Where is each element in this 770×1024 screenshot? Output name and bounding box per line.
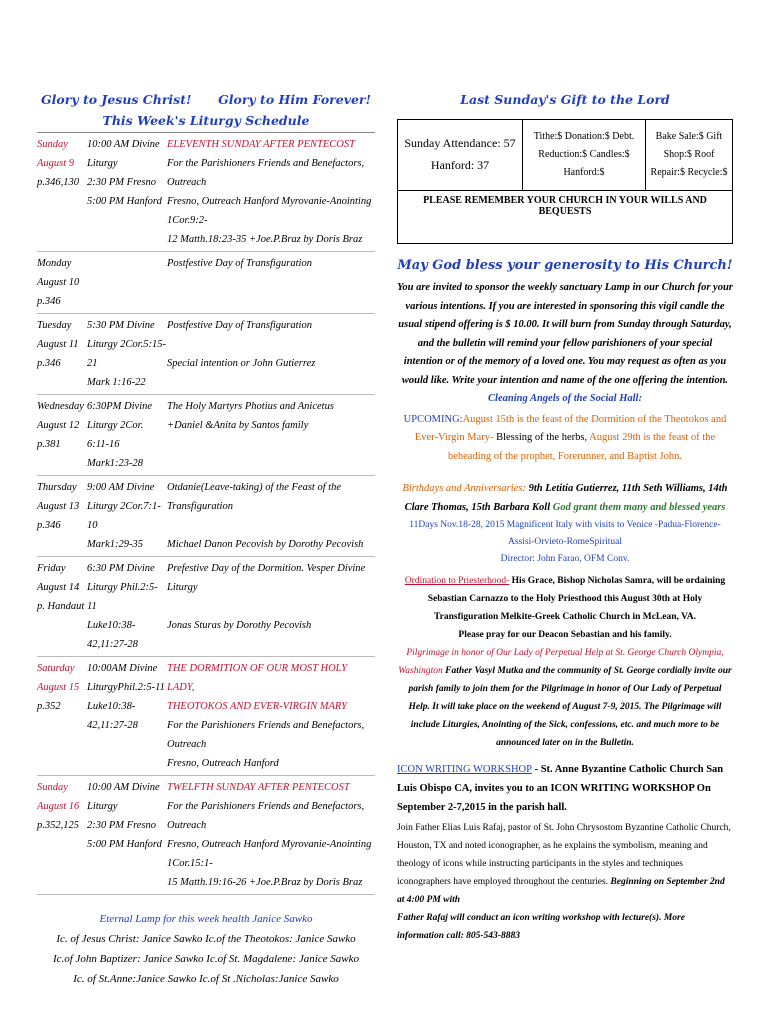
schedule-line: For the Parishioners Friends and Benefactors, Outreach [167,720,365,750]
icon-workshop-head: - St. Anne Byzantine Catholic Church San Luis Obispo CA, invites you to an ICON WRITING WORKSHOP On September 2-7,2015 in the parish hall. [397,764,724,813]
schedule-c3 [167,316,375,392]
schedule-line: 5:00 PM Hanford [87,196,162,207]
schedule-line [167,516,375,535]
schedule-c1 [37,135,87,249]
schedule-c1 [37,778,87,892]
glory-header [37,92,375,107]
schedule-line: Prefestive Day of the Dormition. Vesper Divine Liturgy [167,563,366,593]
schedule-c1 [37,316,87,392]
schedule-line: Mark1:29-35 [87,539,143,550]
schedule-line: p.352 [37,701,61,712]
schedule-line: August 16 [37,801,80,812]
schedule-line [167,335,375,354]
gift-table [397,119,733,191]
remember-notice: PLEASE REMEMBER YOUR CHURCH IN YOUR WILLS AND BEQUESTS [397,191,733,244]
schedule-line: Luke10:38-42,11:27-28 [87,701,138,731]
tithe-cell [523,120,646,190]
left-column [37,92,375,989]
glory-him: Glory to Him Forever! [218,92,371,107]
schedule-line: Postfestive Day of Transfiguration [167,258,312,269]
schedule-line: Mark1:23-28 [87,458,143,469]
hanford-attendance: Hanford: 37 [430,158,490,172]
schedule-c2 [87,135,167,249]
schedule-line: Fresno, Outreach Hanford Myrovanie-Anointing 1Cor.9:2- [167,196,372,226]
icon-workshop-text: Join Father Elias Luis Rafaj, pastor of St. John Chrysostom Byzantine Catholic Church, Houston, TX and noted iconographer, as he explains the symbolism, meaning and theology of icons while instructing participants in the styles and techniques iconographers have employed throughout the centuries. [397,823,731,887]
schedule-line: LiturgyPhil.2:5-11 [87,682,165,693]
schedule-line: 10:00 AM Divine [87,139,160,150]
pilgrimage-text: Father Vasyl Mutka and the community of St. George cordially invite our parish family to join them for the Pilgrimage in honor of Our Lady of Perpetual Help. It will take place on the weekend of August 7-9, 2015. The Pilgrimage will include Liturgies, Anointing of the Sick, confessions, etc. and much more to be announced later on in the Bulletin. [408,666,732,748]
tithe-line: Tithe:$ Donation:$ Debt. [533,131,635,142]
cleaning-angels: Cleaning Angels of the Social Hall: [488,393,642,404]
schedule-line: 5:00 PM Hanford [87,839,162,850]
liturgy-schedule [37,132,375,895]
schedule-line: 12 Matth.18:23-35 +Joe.P.Braz by Doris Braz [167,234,363,245]
schedule-line: Liturgy [87,158,118,169]
lamp-line: Eternal Lamp for this week health Janice Sawko [99,913,313,925]
schedule-line: August 15 [37,682,80,693]
upcoming-beheading: August 29th is the feast of the beheading of the prophet, Forerunner, and Baptist John. [447,432,716,462]
icon-workshop-begin: Beginning on September 2nd at 4:00 PM with [397,877,725,905]
schedule-c2 [87,478,167,554]
schedule-line: p.352,125 [37,820,79,831]
schedule-line: 10:00 AM Divine [87,782,160,793]
eternal-lamp [37,909,375,989]
schedule-line: Postfestive Day of Transfiguration [167,320,312,331]
schedule-c3 [167,135,375,249]
schedule-day [37,776,375,895]
schedule-c1 [37,478,87,554]
schedule-day [37,252,375,314]
schedule-day [37,557,375,657]
upcoming-paragraph [397,411,733,467]
schedule-line: THEOTOKOS AND EVER-VIRGIN MARY [167,701,347,712]
upcoming-label: UPCOMING: [403,413,463,425]
schedule-line: Otdanie(Leave-taking) of the Feast of the Transfiguration [167,482,342,512]
ordination-text: His Grace, Bishop Nicholas Samra, will be ordaining Sebastian Carnazzo to the Holy Priesthood this August 30th at Holy Transfiguration Melkite-Greek Catholic Church in McLean, VA. [427,576,726,622]
schedule-line: August 9 [37,158,75,169]
schedule-line: Monday [37,258,72,269]
schedule-line: 9:00 AM Divine [87,482,155,493]
schedule-line: 6:30 PM Divine [87,563,155,574]
ordination-paragraph [397,572,733,644]
birthdays-grant: God grant them many and blessed years [552,501,726,513]
schedule-line: Liturgy 2Cor.7:1-10 [87,501,161,531]
birthdays-label: Birthdays and Anniversaries: [402,483,526,494]
birthdays-names: 9th Letitia Gutierrez, 11th Seth Williams, 14th Clare Thomas, 15th Barbara Koll [404,483,728,513]
schedule-line: Michael Danon Pecovish by Dorothy Pecovish [167,539,364,550]
schedule-line: Special intention or John Gutierrez [167,358,316,369]
italy-trip [397,517,733,568]
lamp-line: Ic. of St.Anne:Janice Sawko Ic.of St .Nicholas:Janice Sawko [73,973,339,985]
schedule-c2 [87,316,167,392]
schedule-line: For the Parishioners Friends and Benefactors, Outreach [167,158,365,188]
icon-workshop-contact: Father Rafaj will conduct an icon writing workshop with lecture(s). More information call: 805-543-8883 [397,913,685,941]
schedule-line: p.346 [37,358,61,369]
schedule-line: Fresno, Outreach Hanford [167,758,279,769]
reduction-line: Reduction:$ Candles:$ Hanford:$ [538,149,630,178]
glory-christ: Glory to Jesus Christ! [41,92,192,107]
schedule-line: 10:00AM Divine [87,663,158,674]
schedule-line: Jonas Sturas by Dorothy Pecovish [167,620,312,631]
pilgrimage-paragraph [397,644,733,752]
schedule-line: Liturgy Phil.2:5-11 [87,582,158,612]
schedule-line: 2:30 PM Fresno [87,820,157,831]
schedule-line: Tuesday [37,320,72,331]
schedule-line: p.346 [37,520,61,531]
schedule-c1 [37,659,87,773]
schedule-c3 [167,478,375,554]
upcoming-herbs: Blessing of the herbs, [496,432,588,443]
schedule-line: Sunday [37,139,68,150]
schedule-line: For the Parishioners Friends and Benefactors, Outreach [167,801,365,831]
italy-line-1: 11Days Nov.18-28, 2015 Magnificent Italy with visits to Venice -Padua-Florence-Assisi-Orvieto-RomeSpiritual [409,520,721,547]
schedule-c3 [167,659,375,773]
schedule-c2 [87,397,167,473]
icon-workshop-label: ICON WRITING WORKSHOP [397,764,532,775]
repair-line: Repair:$ Recycle:$ [650,167,728,178]
schedule-c1 [37,254,87,311]
schedule-line: Mark 1:16-22 [87,377,146,388]
icon-workshop-body [397,819,733,909]
schedule-line: Sunday [37,782,68,793]
schedule-line: p.381 [37,439,61,450]
schedule-line: THE DORMITION OF OUR MOST HOLY LADY, [167,663,348,693]
schedule-day [37,657,375,776]
schedule-c3 [167,254,375,311]
schedule-line: August 11 [37,339,79,350]
schedule-line: Fresno, Outreach Hanford Myrovanie-Anointing 1Cor.15:1- [167,839,372,869]
schedule-line: p.346,130 [37,177,79,188]
schedule-c3 [167,778,375,892]
lamp-line: Ic.of John Baptizer: Janice Sawko Ic.of St. Magdalene: Janice Sawko [52,953,360,965]
schedule-line: Liturgy 2Cor.5:15-21 [87,339,166,369]
attendance-cell [398,120,523,190]
schedule-c3 [167,397,375,473]
schedule-line: 15 Matth.19:16-26 +Joe.P.Braz by Doris Braz [167,877,363,888]
attendance: Sunday Attendance: 57 [404,136,516,150]
schedule-day [37,314,375,395]
schedule-line: Wednesday [37,401,84,412]
schedule-line: TWELFTH SUNDAY AFTER PENTECOST [167,782,350,793]
schedule-line: 2:30 PM Fresno [87,177,157,188]
schedule-line: August 13 [37,501,80,512]
schedule-c2 [87,659,167,773]
pilgrimage-label: Pilgrimage in honor of Our Lady of Perpetual Help at St. George Church Olympia, Washington [398,648,724,676]
bake-sale-cell [646,120,732,190]
schedule-c2 [87,254,167,311]
schedule-c2 [87,778,167,892]
birthdays-paragraph [397,480,733,517]
schedule-line: Liturgy [87,801,118,812]
schedule-line: ELEVENTH SUNDAY AFTER PENTECOST [167,139,355,150]
italy-line-2: Director: John Farao, OFM Conv. [500,554,630,564]
schedule-line: +Daniel &Anita by Santos family [167,420,309,431]
schedule-line: August 12 [37,420,80,431]
schedule-line: August 14 [37,582,80,593]
schedule-c3 [167,559,375,654]
schedule-line: Thursday [37,482,77,493]
upcoming-dormition: August 15th is the feast of the Dormition of the Theotokos and Ever-Virgin Mary- [414,413,727,443]
schedule-line: The Holy Martyrs Photius and Anicetus [167,401,334,412]
gift-title: Last Sunday's Gift to the Lord [460,92,670,107]
ordination-label: Ordination to Priesterhood- [404,576,510,586]
schedule-line: Friday [37,563,66,574]
schedule-line: Liturgy 2Cor. 6:11-16 [87,420,144,450]
schedule-c2 [87,559,167,654]
schedule-line: Saturday [37,663,75,674]
schedule-day [37,476,375,557]
schedule-line: 6:30PM Divine [87,401,153,412]
schedule-day [37,133,375,252]
schedule-line: Luke10:38-42,11:27-28 [87,620,138,650]
schedule-line [167,597,375,616]
icon-workshop-heading [397,760,733,817]
schedule-title: This Week's Liturgy Schedule [102,113,310,128]
sponsor-paragraph: You are invited to sponsor the weekly sanctuary Lamp in our Church for your various intentions. If you are interested in sponsoring this vigil candle the usual stipend offering is $ 10.00. It will burn from Sunday through Saturday, and the bulletin will remind your fellow parishioners of your special intention or of the memory of a loved one. You may request as often as you would like. Write your intention and name of the one offering the intention. [397,282,733,386]
ordination-pray: Please pray for our Deacon Sebastian and his family. [458,630,672,640]
schedule-line: p. Handaut [37,601,85,612]
schedule-c1 [37,559,87,654]
schedule-line: 5:30 PM Divine [87,320,155,331]
schedule-line: p.346 [37,296,61,307]
schedule-line: August 10 [37,277,80,288]
bless-heading: May God bless your generosity to His Church! [397,258,733,273]
schedule-day [37,395,375,476]
right-column [397,92,733,945]
lamp-line: Ic. of Jesus Christ: Janice Sawko Ic.of the Theotokos: Janice Sawko [56,933,356,945]
schedule-c1 [37,397,87,473]
bake-sale-line: Bake Sale:$ Gift Shop:$ Roof [655,131,723,160]
